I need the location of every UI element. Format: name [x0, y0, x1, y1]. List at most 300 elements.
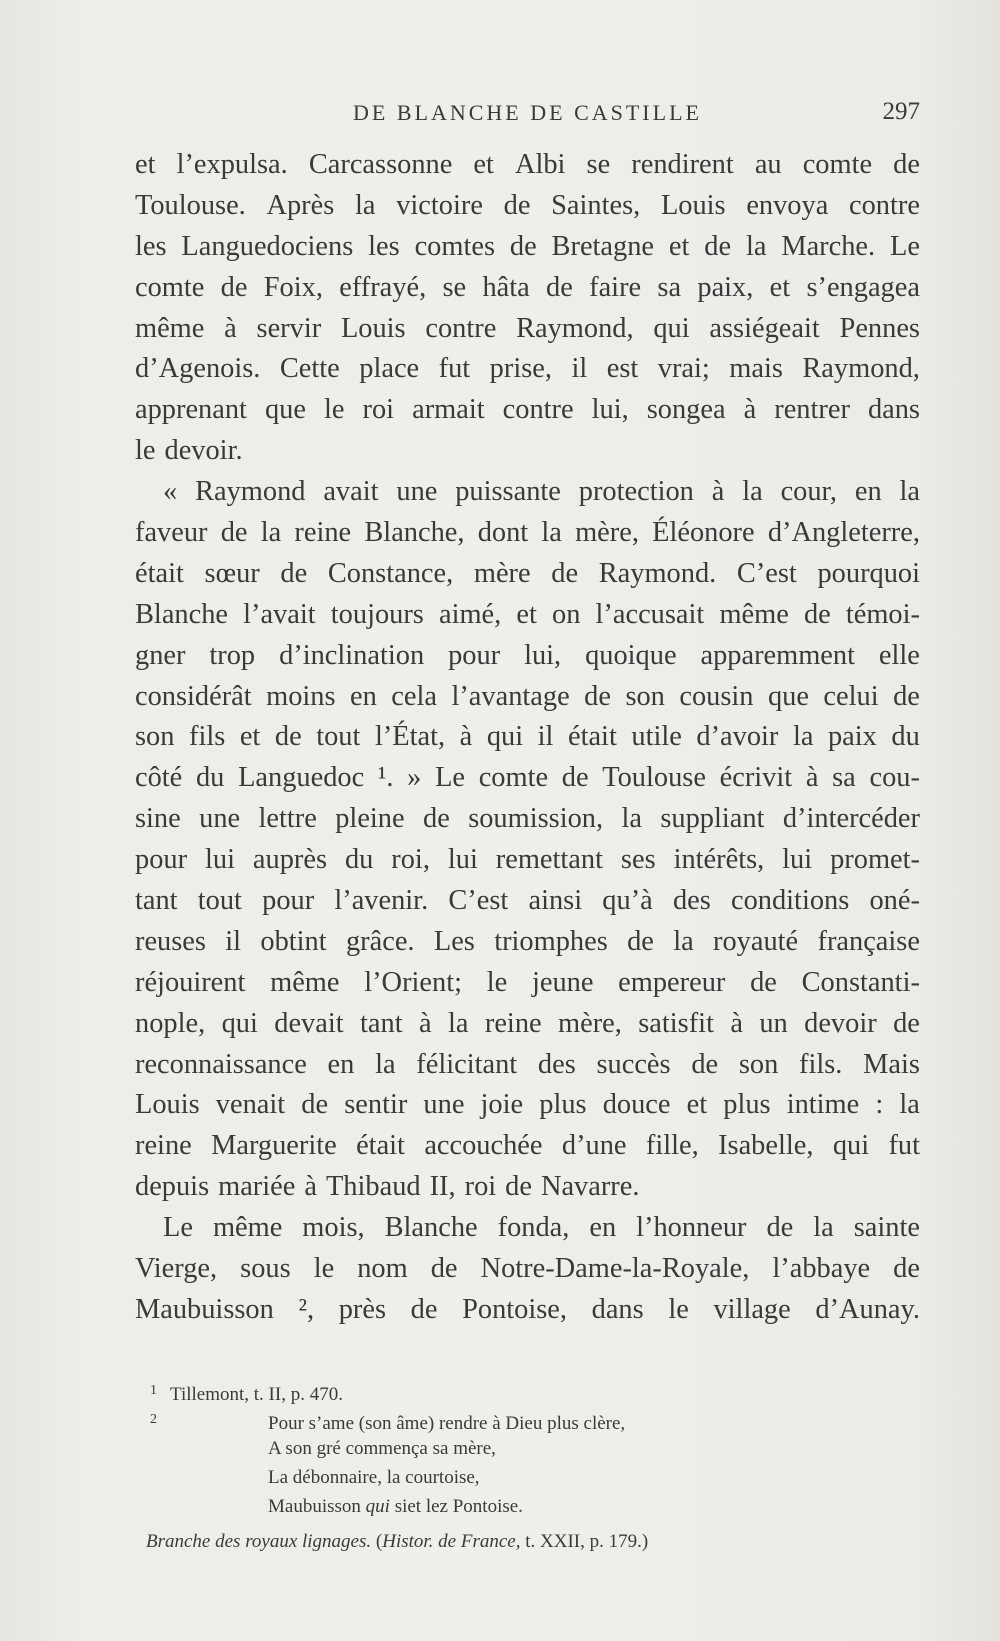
word: Louis: [660, 189, 726, 221]
word: la: [673, 925, 694, 957]
word: auprès: [252, 844, 328, 876]
verse-line: A son gré commença sa mère,: [268, 1438, 496, 1459]
word: considérât: [135, 680, 252, 712]
word: était: [135, 557, 184, 589]
word: jeune: [531, 966, 594, 998]
word: fut: [888, 1130, 920, 1162]
word: Toulouse.: [135, 189, 246, 221]
word: de: [423, 803, 450, 835]
word: grâce.: [345, 925, 415, 957]
word: à: [459, 721, 473, 753]
word: et: [135, 149, 156, 180]
running-title: DE BLANCHE DE CASTILLE: [353, 100, 702, 125]
word: protection: [578, 476, 694, 508]
word: de: [893, 1253, 920, 1285]
word: on: [552, 598, 581, 630]
word: ses: [620, 844, 656, 876]
text-line: [135, 717, 920, 758]
word: le: [668, 1293, 689, 1325]
word: comte: [478, 762, 549, 794]
word: de: [280, 557, 308, 589]
word: félicitant: [416, 1048, 518, 1080]
word: d’Aunay.: [815, 1293, 920, 1325]
word: même: [719, 598, 789, 630]
text-line: [135, 227, 920, 268]
word: de: [893, 149, 920, 180]
word: de: [509, 230, 537, 262]
word: reine: [484, 1007, 542, 1039]
word: reine: [135, 1130, 192, 1162]
word: place: [359, 353, 420, 385]
word: Albi: [514, 149, 566, 180]
word: lui,: [524, 639, 562, 671]
word: dans: [591, 1293, 644, 1325]
word: s’engagea: [806, 271, 920, 303]
footnote-1-text: Tillemont, t. II, p. 470.: [170, 1384, 343, 1405]
word: elle: [878, 639, 920, 671]
word: mais: [729, 353, 783, 385]
text-line: [135, 595, 920, 636]
text-line: [135, 881, 920, 922]
word: de: [220, 517, 248, 549]
word: lui: [782, 844, 813, 876]
word: Marguerite: [211, 1130, 337, 1162]
text-line: [135, 349, 920, 390]
word: plus: [539, 1089, 587, 1121]
word: utile: [631, 721, 682, 753]
word: le: [324, 394, 345, 426]
word: douce: [602, 1089, 671, 1121]
word: village: [713, 1293, 791, 1325]
word: sa: [832, 762, 856, 794]
word: Blanche: [135, 598, 229, 630]
word: du: [891, 721, 920, 753]
word: Blanche,: [364, 517, 465, 549]
word: son: [135, 721, 175, 753]
body-text: [135, 145, 920, 1331]
word: accouchée: [424, 1130, 543, 1162]
word: pour: [262, 885, 315, 917]
word: Raymond.: [598, 557, 717, 589]
word: Maubuisson: [135, 1293, 274, 1325]
text-line: [135, 472, 920, 513]
word: d’une: [561, 1130, 627, 1162]
word: de: [301, 1089, 329, 1121]
word: intérêts,: [673, 844, 765, 876]
word: Thibaud: [325, 1171, 421, 1203]
word: joie: [480, 1089, 524, 1121]
word: Saintes,: [551, 189, 641, 221]
word: aimé,: [438, 598, 502, 630]
word: ²,: [298, 1293, 315, 1325]
word: même: [135, 312, 205, 344]
text-line: [135, 554, 920, 595]
page-header: [135, 96, 920, 132]
word: lui: [447, 844, 478, 876]
word: puissante: [455, 476, 561, 508]
word: II,: [429, 1171, 456, 1203]
word: devoir: [804, 1007, 877, 1039]
word: de: [893, 1007, 920, 1039]
word: armait: [412, 394, 485, 426]
word: française: [817, 925, 920, 957]
text-line: [135, 1045, 920, 1086]
word: Vierge,: [135, 1253, 218, 1285]
word: des: [672, 885, 711, 917]
word: songea: [646, 394, 726, 426]
verse-italic: qui: [365, 1496, 390, 1517]
word: la: [355, 189, 376, 221]
word: soumission,: [468, 803, 604, 835]
word: le: [486, 966, 508, 998]
text-line: [135, 799, 920, 840]
word: succès: [596, 1048, 671, 1080]
word: effrayé,: [339, 271, 427, 303]
word: pour: [135, 844, 188, 876]
text-line: [135, 390, 920, 431]
word: la: [447, 1007, 469, 1039]
word: à: [711, 476, 725, 508]
word: que: [767, 680, 809, 712]
text-line: [135, 1085, 920, 1126]
word: toujours: [330, 598, 424, 630]
word: l’Orient;: [364, 966, 462, 998]
footnote-1-mark: 1: [150, 1383, 157, 1398]
word: du: [195, 762, 225, 794]
text-line: [135, 922, 920, 963]
word: paix: [827, 721, 877, 753]
word: la: [621, 803, 642, 835]
word: ainsi: [528, 885, 583, 917]
word: cousin: [679, 680, 754, 712]
word: faveur: [135, 517, 208, 549]
word: qui: [221, 1007, 258, 1039]
word: triomphes: [494, 925, 608, 957]
word: Louis: [340, 312, 406, 344]
word: même: [270, 966, 340, 998]
word: de: [546, 271, 573, 303]
word: rendirent: [631, 149, 734, 180]
word: une: [199, 803, 241, 835]
word: assiégeait: [709, 312, 820, 344]
word: Constance,: [327, 557, 454, 589]
word: d’inclination: [279, 639, 425, 671]
word: de: [627, 925, 654, 957]
word: en: [854, 476, 882, 508]
text-line: [135, 513, 920, 554]
word: »: [407, 762, 422, 794]
word: de: [584, 680, 611, 712]
word: de: [220, 271, 248, 303]
word: Navarre.: [540, 1171, 640, 1203]
word: cela: [391, 680, 437, 712]
page-number: 297: [882, 98, 920, 125]
word: C’est: [736, 557, 797, 589]
word: Raymond: [195, 476, 306, 508]
word: hâta: [482, 271, 530, 303]
word: de: [704, 230, 732, 262]
word: sa: [657, 271, 682, 303]
word: Le: [435, 762, 466, 794]
word: l’État,: [374, 721, 446, 753]
word: Raymond,: [516, 312, 634, 344]
word: :: [875, 1089, 884, 1121]
word: que: [264, 394, 306, 426]
text-line: [135, 309, 920, 350]
text-line: [135, 1208, 920, 1249]
word: roi: [362, 394, 395, 426]
word: une: [396, 476, 438, 508]
word: à: [418, 1007, 432, 1039]
word: celui: [823, 680, 879, 712]
text-line: [135, 677, 920, 718]
text-line: [135, 758, 920, 799]
word: contre: [849, 189, 920, 221]
word: Bretagne: [551, 230, 655, 262]
word: rentrer: [774, 394, 850, 426]
word: devait: [274, 1007, 344, 1039]
word: fille,: [645, 1130, 699, 1162]
word: réjouirent: [135, 966, 246, 998]
word: son: [738, 1048, 779, 1080]
word: devoir.: [164, 435, 243, 467]
word: l’accusait: [595, 598, 705, 630]
word: fut: [438, 353, 471, 385]
word: reconnaissance: [135, 1048, 307, 1080]
footnote-source: [146, 1527, 910, 1556]
word: la: [742, 476, 763, 508]
text-line: [135, 1167, 920, 1208]
word: Isabelle,: [718, 1130, 814, 1162]
word: royauté: [713, 925, 799, 957]
word: d’Angleterre,: [767, 517, 920, 549]
text-line: [135, 145, 920, 186]
word: la: [899, 476, 920, 508]
word: son: [625, 680, 665, 712]
word: «: [163, 476, 178, 508]
source-text: (: [371, 1531, 383, 1552]
word: qui: [832, 1130, 870, 1162]
word: Après: [266, 189, 335, 221]
word: il: [225, 925, 242, 957]
word: se: [442, 271, 467, 303]
word: qu’à: [602, 885, 653, 917]
word: pour: [448, 639, 501, 671]
word: même: [212, 1212, 283, 1244]
word: Pennes: [839, 312, 920, 344]
word: la: [375, 1048, 396, 1080]
word: comte: [802, 149, 873, 180]
word: avait: [323, 476, 379, 508]
word: apprenant: [135, 394, 247, 426]
word: Notre-Dame-la-Royale,: [480, 1253, 750, 1285]
word: fils: [189, 721, 226, 753]
word: sœur: [204, 557, 260, 589]
word: de: [893, 680, 920, 712]
word: Foix,: [263, 271, 323, 303]
word: moins: [266, 680, 336, 712]
word: sine: [135, 803, 181, 835]
word: les: [135, 230, 167, 262]
word: depuis: [135, 1171, 210, 1203]
word: au: [754, 149, 782, 180]
word: qui: [486, 721, 524, 753]
word: apparemment: [700, 639, 855, 671]
word: côté: [135, 762, 183, 794]
word: pleine: [335, 803, 405, 835]
word: il: [571, 353, 588, 385]
word: contre: [502, 394, 574, 426]
word: mariée: [218, 1171, 296, 1203]
word: reine: [294, 517, 352, 549]
word: conditions: [730, 885, 850, 917]
word: il: [537, 721, 554, 753]
word: Languedoc: [238, 762, 365, 794]
word: dans: [867, 394, 920, 426]
word: était: [356, 1130, 405, 1162]
word: trop: [209, 639, 256, 671]
word: et: [516, 598, 537, 630]
word: l’avenir.: [334, 885, 429, 917]
word: était: [567, 721, 617, 753]
word: et: [686, 1089, 708, 1121]
word: Toulouse: [602, 762, 706, 794]
word: Raymond,: [802, 353, 920, 385]
word: de: [430, 1253, 458, 1285]
word: promet-: [830, 844, 920, 876]
word: contre: [425, 312, 497, 344]
word: l’abbaye: [772, 1253, 871, 1285]
verse-line-last: [150, 1492, 910, 1521]
word: comte: [135, 271, 205, 303]
word: ¹.: [377, 762, 394, 794]
word: la: [899, 1089, 920, 1121]
word: à: [743, 394, 757, 426]
verse-line: La débonnaire, la courtoise,: [268, 1467, 480, 1488]
word: la: [541, 517, 562, 549]
word: tout: [197, 885, 242, 917]
word: reuses: [135, 925, 206, 957]
word: l’honneur: [636, 1212, 747, 1244]
text-line: [135, 636, 920, 677]
verse-text: siet lez Pontoise.: [389, 1496, 523, 1517]
word: de: [561, 762, 589, 794]
word: Blanche: [384, 1212, 478, 1244]
word: le: [313, 1253, 335, 1285]
word: de: [551, 557, 579, 589]
verse-line: Pour s’ame (son âme) rendre à Dieu plus clère,: [268, 1413, 626, 1434]
word: Carcassonne: [308, 149, 453, 180]
word: à: [805, 762, 819, 794]
word: l’avantage: [451, 680, 570, 712]
word: en: [589, 1212, 617, 1244]
word: les: [368, 230, 400, 262]
word: en: [327, 1048, 355, 1080]
word: d’intercéder: [782, 803, 920, 835]
word: une: [423, 1089, 465, 1121]
word: la: [745, 230, 767, 262]
word: suppliant: [660, 803, 765, 835]
word: victoire: [396, 189, 483, 221]
word: paix,: [697, 271, 754, 303]
word: Mais: [863, 1048, 920, 1080]
word: de: [503, 189, 531, 221]
word: lui,: [591, 394, 629, 426]
word: Le: [163, 1212, 193, 1244]
word: C’est: [448, 885, 509, 917]
word: sainte: [853, 1212, 920, 1244]
word: pourquoi: [817, 557, 920, 589]
word: Le: [890, 230, 920, 262]
word: mère,: [558, 1007, 622, 1039]
text-line: [135, 963, 920, 1004]
word: de: [803, 598, 831, 630]
text-line: [135, 1004, 920, 1045]
word: la: [792, 721, 814, 753]
source-text: t. XXII, p. 179.): [520, 1531, 649, 1552]
word: gner: [135, 639, 186, 671]
word: du: [344, 844, 374, 876]
word: Cette: [279, 353, 340, 385]
word: plus: [723, 1089, 771, 1121]
word: comtes: [414, 230, 495, 262]
word: est: [606, 353, 639, 385]
word: à: [304, 1171, 317, 1203]
word: faire: [589, 271, 642, 303]
word: nom: [357, 1253, 408, 1285]
word: tant: [135, 885, 178, 917]
word: près: [338, 1293, 387, 1325]
verse-text: Maubuisson: [268, 1496, 366, 1517]
text-line: [135, 1290, 920, 1331]
word: roi: [464, 1171, 497, 1203]
word: servir: [256, 312, 322, 344]
word: de: [274, 721, 302, 753]
word: Pontoise,: [462, 1293, 567, 1325]
word: et: [239, 721, 261, 753]
word: satisfit: [638, 1007, 714, 1039]
source-title: Branche des royaux lignages.: [146, 1531, 372, 1552]
word: l’avait: [243, 598, 316, 630]
word: mère: [473, 557, 531, 589]
word: empereur: [618, 966, 726, 998]
word: écrivit: [719, 762, 793, 794]
word: sentir: [344, 1089, 408, 1121]
word: sous: [240, 1253, 291, 1285]
footnote-2-mark: 2: [150, 1412, 157, 1427]
word: de: [691, 1048, 719, 1080]
word: d’Agenois.: [135, 353, 261, 385]
word: dont: [477, 517, 529, 549]
word: cour,: [780, 476, 837, 508]
word: mère,: [575, 517, 639, 549]
word: la: [813, 1212, 834, 1244]
word: l’expulsa.: [176, 149, 288, 180]
word: en: [350, 680, 377, 712]
word: d’avoir: [696, 721, 779, 753]
source-work: Histor. de France,: [382, 1531, 521, 1552]
word: Languedociens: [181, 230, 354, 262]
word: fonda,: [497, 1212, 570, 1244]
word: de: [505, 1171, 532, 1203]
word: fils.: [799, 1048, 843, 1080]
word: venait: [215, 1089, 286, 1121]
text-line: [135, 1249, 920, 1290]
text-line: [135, 268, 920, 309]
word: de: [410, 1293, 438, 1325]
word: de: [750, 966, 777, 998]
word: lettre: [258, 803, 317, 835]
